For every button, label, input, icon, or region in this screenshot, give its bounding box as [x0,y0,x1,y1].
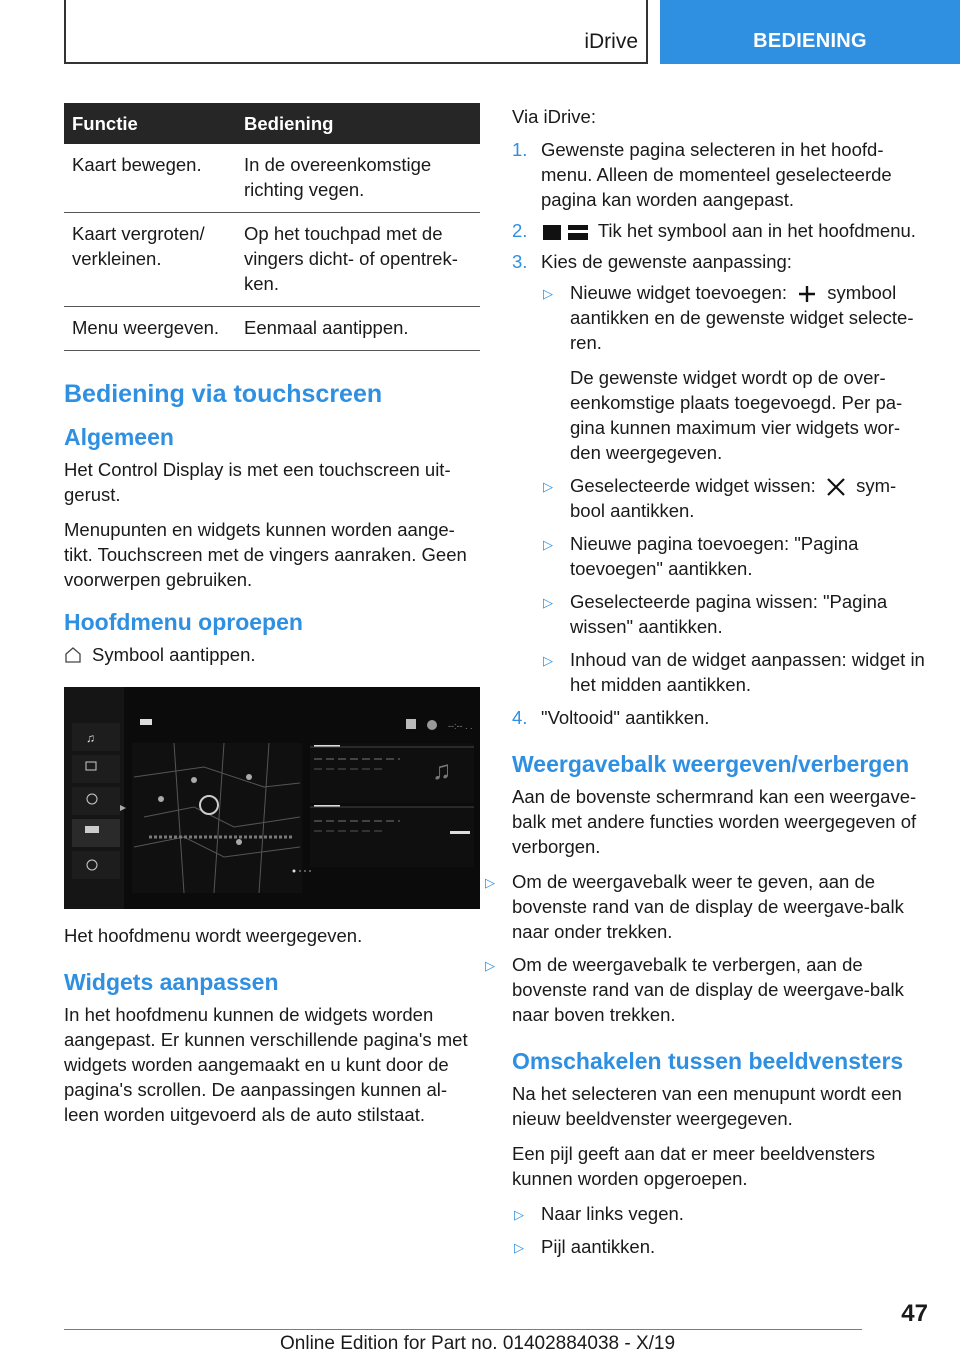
option-text: symbool aantikken en de gewenste widget selecte-ren. [570,282,914,353]
step-number: 1. [512,139,528,160]
list-item [541,647,928,697]
display-bar-list [483,869,928,1027]
header-frame [64,0,648,64]
list-item [512,1201,928,1226]
table-header-row [64,103,480,144]
option-text: sym-bool aantikken. [570,475,897,521]
steps-list [512,137,928,730]
paragraph: Na het selecteren van een menupunt wordt een nieuw beeldvenster weergegeven. [512,1083,902,1129]
triangle-bullet-icon: ▷ [514,1240,524,1255]
list-item [541,473,928,523]
list-item [541,531,928,581]
right-column [485,104,928,1267]
option-text: Om de weergavebalk te verbergen, aan de bovenste rand van de display de weergave-balk naar boven trekken. [512,954,904,1025]
section-heading-touchscreen: Bediening via touchscreen [64,380,383,408]
paragraph: Het Control Display is met een touchscreen uit-gerust. [64,459,451,505]
idrive-main-menu-screenshot [64,687,480,909]
svg-text:♫: ♫ [86,731,95,745]
list-item [512,249,928,697]
step-text: Gewenste pagina selecteren in het hoofd-menu. Alleen de momenteel geselecteerde pagina kan worden aangepast. [541,139,892,210]
table-header-cell: Functie [64,103,236,144]
close-icon [821,477,851,497]
paragraph: Symbool aantippen. [92,644,256,665]
list-item [512,705,928,730]
step-number: 3. [512,251,528,272]
widget-edit-icon [541,222,593,242]
list-item [512,218,928,243]
sub-options-list [541,280,928,697]
table-row [64,307,480,351]
list-item [483,869,928,944]
step-text: Tik het symbool aan in het hoofdmenu. [597,220,916,241]
triangle-bullet-icon: ▷ [514,1207,524,1222]
paragraph: Het hoofdmenu wordt weergegeven. [64,925,363,946]
subheading-display-bar: Weergavebalk weergeven/verbergen [512,751,910,777]
page-number: 47 [901,1300,928,1327]
subheading-general: Algemeen [64,424,174,450]
paragraph: In het hoofdmenu kunnen de widgets worden aangepast. Er kunnen verschillende pagina's met widgets worden aangemaakt en u kunt door de pagina's scrollen. De aanpassingen kunnen al-leen worden uitgevoerd als de auto stilstaat. [64,1004,468,1125]
list-item [512,1234,928,1259]
paragraph: Menupunten en widgets kunnen worden aange-tikt. Touchscreen met de vingers aanraken. Geen voorwerpen gebruiken. [64,519,467,590]
table-cell: Op het touchpad met de vingers dicht- of opentrek-ken. [236,213,480,307]
option-text: Pijl aantikken. [541,1236,656,1257]
triangle-bullet-icon: ▷ [543,479,553,494]
triangle-bullet-icon: ▷ [543,595,553,610]
option-text: Nieuwe pagina toevoegen: "Pagina toevoegen" aantikken. [570,533,859,579]
function-table [64,103,480,351]
option-text: Nieuwe widget toevoegen: [570,282,788,303]
step-text: Kies de gewenste aanpassing: [541,251,792,272]
left-column [64,103,480,1137]
table-cell: Kaart bewegen. [64,144,236,213]
header-section-title: iDrive [584,30,638,53]
table-header-cell: Bediening [236,103,480,144]
subheading-widgets: Widgets aanpassen [64,969,279,995]
table-row [64,144,480,213]
option-text: Om de weergavebalk weer te geven, aan de bovenste rand van de display de weergave-balk naar onder trekken. [512,871,904,942]
switch-windows-list [512,1201,928,1259]
table-cell: Eenmaal aantippen. [236,307,480,351]
table-cell: Kaart vergroten/ verkleinen. [64,213,236,307]
list-item [512,137,928,212]
footer-divider [64,1329,862,1330]
main-menu-instruction [64,642,480,667]
table-cell: Menu weergeven. [64,307,236,351]
subheading-main-menu: Hoofdmenu oproepen [64,609,303,635]
option-text: Geselecteerde pagina wissen: "Pagina wissen" aantikken. [570,591,888,637]
step-number: 2. [512,220,528,241]
svg-text:♫: ♫ [432,755,452,785]
step-text: "Voltooid" aantikken. [541,707,710,728]
home-icon [64,646,82,664]
subheading-switch-windows: Omschakelen tussen beeldvensters [512,1048,904,1074]
footer-edition: Online Edition for Part no. 01402884038 - X/19 [280,1333,676,1354]
paragraph: Aan de bovenste schermrand kan een weergave-balk met andere functies worden weergegeven of verborgen. [512,786,917,857]
option-text: Inhoud van de widget aanpassen: widget in het midden aantikken. [570,649,925,695]
triangle-bullet-icon: ▷ [485,958,495,973]
plus-icon [792,284,822,304]
list-item [483,952,928,1027]
paragraph: De gewenste widget wordt op de over-eenkomstige plaats toegevoegd. Per pa-gina kunnen maximum vier widgets wor-den weergegeven. [570,367,903,463]
list-item [541,280,928,465]
triangle-bullet-icon: ▷ [543,537,553,552]
triangle-bullet-icon: ▷ [543,653,553,668]
list-item [541,589,928,639]
option-text: Naar links vegen. [541,1203,684,1224]
svg-text:--:-- . .: --:-- . . [448,721,473,731]
paragraph: Een pijl geeft aan dat er meer beeldvensters kunnen worden opgeroepen. [512,1143,876,1189]
table-row [64,213,480,307]
option-text: Geselecteerde widget wissen: [570,475,816,496]
table-cell: In de overeenkomstige richting vegen. [236,144,480,213]
step-number: 4. [512,707,528,728]
triangle-bullet-icon: ▷ [485,875,495,890]
paragraph: Via iDrive: [512,106,596,127]
triangle-bullet-icon: ▷ [543,286,553,301]
header-chapter-tab: BEDIENING [660,0,960,64]
